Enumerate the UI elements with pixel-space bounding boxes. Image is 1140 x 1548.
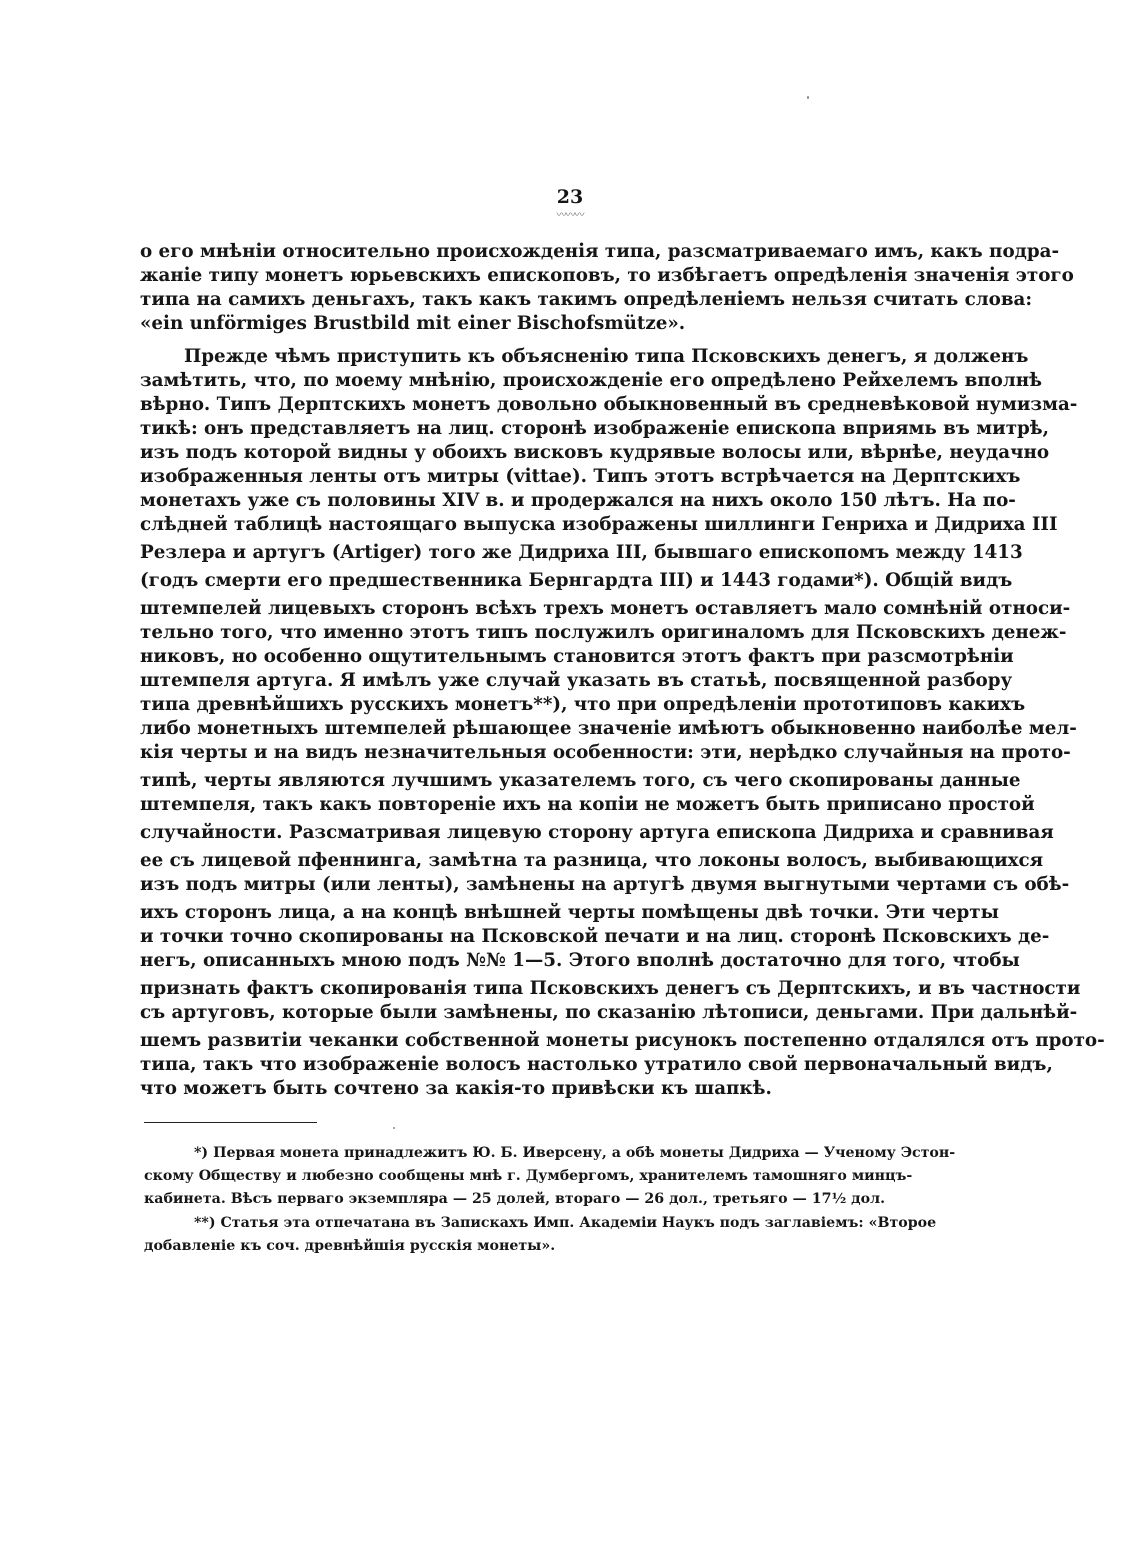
body-line: что можетъ быть сочтено за какія-то привѣски къ шапкѣ.	[140, 1078, 772, 1099]
body-line: тельно того, что именно этотъ типъ послужилъ оригиналомъ для Псковскихъ денеж-	[140, 622, 1067, 643]
body-line: ее съ лицевой пфеннинга, замѣтна та разница, что локоны волосъ, выбивающихся	[140, 850, 1044, 871]
body-line: замѣтить, что, по моему мнѣнію, происхожденіе его опредѣлено Рейхелемъ вполнѣ	[140, 370, 1043, 391]
footnote-line: добавленіе къ соч. древнѣйшія русскія монеты».	[144, 1238, 556, 1254]
body-line: негъ, описанныхъ мною подъ №№ 1—5. Этого вполнѣ достаточно для того, чтобы	[140, 950, 1020, 971]
body-line: Прежде чѣмъ приступить къ объясненію типа Псковскихъ денегъ, я долженъ	[184, 346, 1029, 367]
body-line: изображенныя ленты отъ митры (vittae). Типъ этотъ встрѣчается на Дерптскихъ	[140, 466, 1021, 487]
body-line: никовъ, но особенно ощутительнымъ становится этотъ фактъ при разсмотрѣніи	[140, 646, 1014, 667]
page-number: 23	[556, 186, 584, 208]
body-line: Резлера и артугъ (Artiger) того же Дидриха III, бывшаго епископомъ между 1413	[140, 542, 1023, 563]
footnote-line: **) Статья эта отпечатана въ Запискахъ Имп. Академіи Наукъ подъ заглавіемъ: «Второе	[194, 1215, 937, 1231]
body-line: типа, такъ что изображеніе волосъ настолько утратило свой первоначальный видъ,	[140, 1054, 1053, 1075]
body-line: штемпеля артуга. Я имѣлъ уже случай указать въ статьѣ, посвященной разбору	[140, 670, 1013, 691]
body-line: типѣ, черты являются лучшимъ указателемъ того, съ чего скопированы данные	[140, 770, 1021, 791]
paper-speck	[807, 96, 809, 99]
body-line: шемъ развитіи чеканки собственной монеты рисунокъ постепенно отдалялся отъ прото-	[140, 1030, 1105, 1051]
page-number-ornament: 〰〰〰	[556, 210, 584, 221]
body-line: признать фактъ скопированія типа Псковскихъ денегъ съ Дерптскихъ, и въ частности	[140, 978, 1081, 999]
body-line: съ артуговъ, которые были замѣнены, по сказанію лѣтописи, деньгами. При дальнѣй-	[140, 1002, 1078, 1023]
body-line: жаніе типу монетъ юрьевскихъ епископовъ, то избѣгаетъ опредѣленія значенія этого	[140, 265, 1074, 286]
body-line: кія черты и на видъ незначительныя особенности: эти, нерѣдко случайныя на прото-	[140, 742, 1071, 763]
body-line: типа на самихъ деньгахъ, такъ какъ такимъ опредѣленіемъ нельзя считать слова:	[140, 289, 1033, 310]
footnote-line: скому Обществу и любезно сообщены мнѣ г. Думбергомъ, хранителемъ тамошняго минцъ-	[144, 1168, 913, 1184]
body-line: вѣрно. Типъ Дерптскихъ монетъ довольно обыкновенный въ средневѣковой нумизма-	[140, 394, 1078, 415]
body-line: типа древнѣйшихъ русскихъ монетъ**), что при опредѣленіи прототиповъ какихъ	[140, 694, 1026, 715]
footnote-separator	[144, 1122, 317, 1123]
body-line: изъ подъ митры (или ленты), замѣнены на артугѣ двумя выгнутыми чертами съ обѣ-	[140, 874, 1070, 895]
body-line: случайности. Разсматривая лицевую сторону артуга епископа Дидриха и сравнивая	[140, 822, 1054, 843]
body-line: ихъ сторонъ лица, а на концѣ внѣшней черты помѣщены двѣ точки. Эти черты	[140, 902, 999, 923]
body-line: тикѣ: онъ представляетъ на лиц. сторонѣ изображеніе епископа вприямь въ митрѣ,	[140, 418, 1050, 439]
body-line: штемпеля, такъ какъ повтореніе ихъ на копіи не можетъ быть приписано простой	[140, 794, 1035, 815]
body-line: штемпелей лицевыхъ сторонъ всѣхъ трехъ монетъ оставляетъ мало сомнѣній относи-	[140, 598, 1071, 619]
body-line: слѣдней таблицѣ настоящаго выпуска изображены шиллинги Генриха и Дидриха III	[140, 514, 1058, 535]
body-line: монетахъ уже съ половины XIV в. и продержался на нихъ около 150 лѣтъ. На по-	[140, 490, 1016, 511]
body-line: либо монетныхъ штемпелей рѣшающее значеніе имѣютъ обыкновенно наиболѣе мел-	[140, 718, 1077, 739]
body-line: изъ подъ которой видны у обоихъ висковъ кудрявые волосы или, вѣрнѣе, неудачно	[140, 442, 1050, 463]
body-line: о его мнѣніи относительно происхожденія типа, разсматриваемаго имъ, какъ подра-	[140, 241, 1060, 262]
body-line: (годъ смерти его предшественника Бернгардта III) и 1443 годами*). Общій видъ	[140, 570, 1013, 591]
paper-speck	[393, 1127, 395, 1129]
footnote-line: кабинета. Вѣсъ перваго экземпляра — 25 долей, втораго — 26 дол., третьяго — 17½ дол.	[144, 1191, 886, 1207]
body-line: и точки точно скопированы на Псковской печати и на лиц. сторонѣ Псковскихъ де-	[140, 926, 1050, 947]
body-line: «ein unförmiges Brustbild mit einer Bischofsmütze».	[140, 313, 686, 334]
footnote-line: *) Первая монета принадлежитъ Ю. Б. Иверсену, а обѣ монеты Дидриха — Ученому Эстон-	[194, 1145, 956, 1161]
